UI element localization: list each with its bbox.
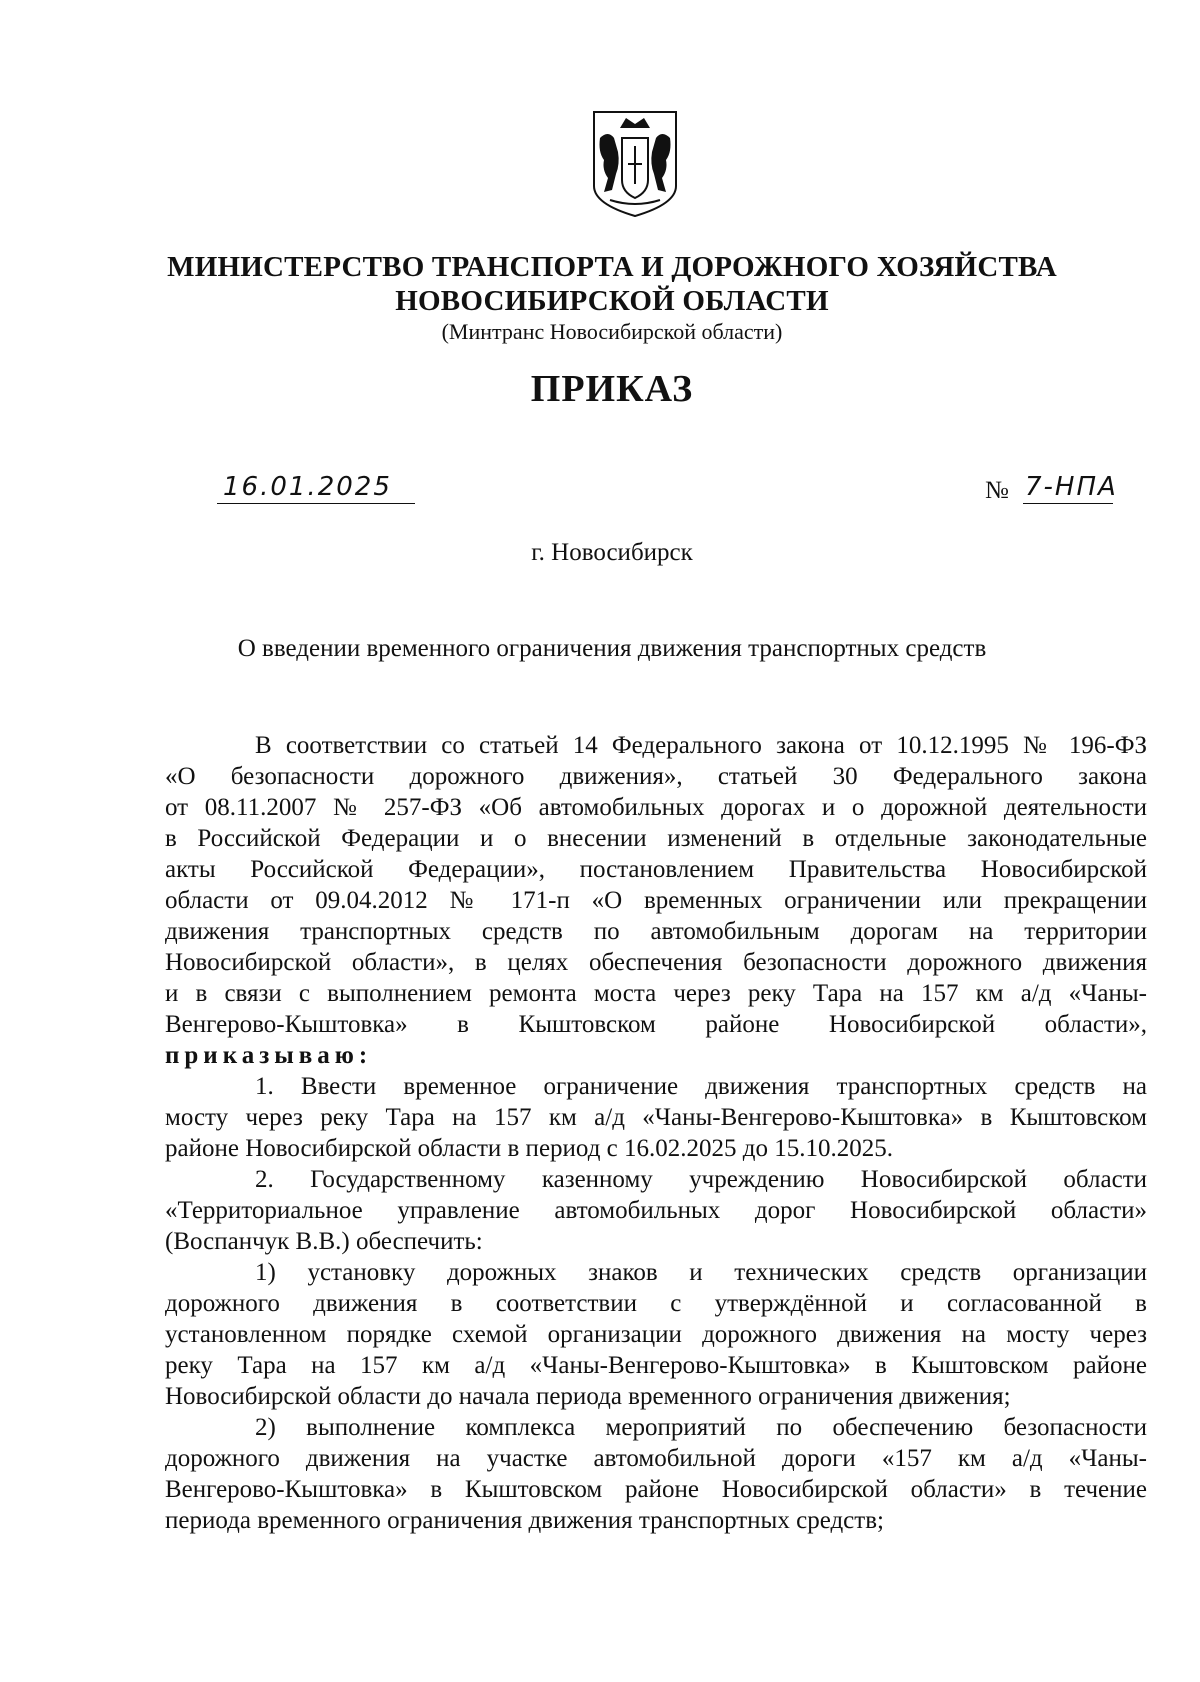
body-line: В соответствии со статьей 14 Федерального закона от 10.12.1995 № 196-ФЗ bbox=[255, 732, 1147, 759]
body-line: Новосибирской области», в целях обеспечения безопасности дорожного движения bbox=[165, 949, 1147, 976]
document-subject: О введении временного ограничения движения транспортных средств bbox=[237, 635, 987, 662]
date-underline bbox=[217, 503, 415, 504]
item1-line: районе Новосибирской области в период с 16.02.2025 до 15.10.2025. bbox=[165, 1135, 893, 1162]
ministry-short-name: (Минтранс Новосибирской области) bbox=[441, 319, 783, 344]
body-line: акты Российской Федерации», постановлением Правительства Новосибирской bbox=[165, 856, 1147, 883]
number-field bbox=[985, 470, 1125, 510]
date-handwritten: 16.01.2025 bbox=[223, 472, 392, 502]
item2-2-line: Венгерово-Кыштовка» в Кыштовском районе Новосибирской области» в течение bbox=[165, 1476, 1147, 1503]
number-sign: № bbox=[985, 477, 1009, 504]
body-line: Венгерово-Кыштовка» в Кыштовском районе Новосибирской области», bbox=[165, 1011, 1147, 1038]
body-line: от 08.11.2007 № 257-ФЗ «Об автомобильных дорогах и о дорожной деятельности bbox=[165, 794, 1147, 821]
city: г. Новосибирск bbox=[531, 539, 693, 566]
item2-line: «Территориальное управление автомобильных дорог Новосибирской области» bbox=[165, 1197, 1147, 1224]
item2-1-line: реку Тара на 157 км а/д «Чаны-Венгерово-Кыштовка» в Кыштовском районе bbox=[165, 1352, 1147, 1379]
ministry-title-line2: НОВОСИБИРСКОЙ ОБЛАСТИ bbox=[395, 285, 829, 317]
number-handwritten: 7-НПА bbox=[1025, 472, 1118, 502]
number-underline bbox=[1023, 503, 1113, 504]
document-type: ПРИКАЗ bbox=[530, 368, 694, 410]
item2-1-line: установленном порядке схемой организации дорожного движения на мосту через bbox=[165, 1321, 1147, 1348]
order-word: приказываю: bbox=[165, 1042, 373, 1069]
ministry-title-line1: МИНИСТЕРСТВО ТРАНСПОРТА И ДОРОЖНОГО ХОЗЯЙСТВА bbox=[167, 251, 1057, 283]
document-body bbox=[165, 730, 1147, 1536]
item1-line: 1. Ввести временное ограничение движения транспортных средств на bbox=[255, 1073, 1147, 1100]
body-line: в Российской Федерации и о внесении изменений в отдельные законодательные bbox=[165, 825, 1147, 852]
date-field bbox=[217, 470, 417, 510]
item2-line: (Воспанчук В.В.) обеспечить: bbox=[165, 1228, 483, 1255]
item2-2-line: дорожного движения на участке автомобильной дороги «157 км а/д «Чаны- bbox=[165, 1445, 1147, 1472]
item2-2-line: периода временного ограничения движения транспортных средств; bbox=[165, 1507, 884, 1534]
item2-1-line: 1) установку дорожных знаков и технических средств организации bbox=[255, 1259, 1147, 1286]
coat-of-arms-emblem bbox=[590, 108, 680, 220]
item2-1-line: Новосибирской области до начала периода временного ограничения движения; bbox=[165, 1383, 1011, 1410]
item2-1-line: дорожного движения в соответствии с утверждённой и согласованной в bbox=[165, 1290, 1147, 1317]
body-line: «О безопасности дорожного движения», статьей 30 Федерального закона bbox=[165, 763, 1147, 790]
item2-2-line: 2) выполнение комплекса мероприятий по обеспечению безопасности bbox=[255, 1414, 1147, 1441]
body-line: области от 09.04.2012 № 171-п «О временных ограничении или прекращении bbox=[165, 887, 1147, 914]
body-line: движения транспортных средств по автомобильным дорогам на территории bbox=[165, 918, 1147, 945]
item1-line: мосту через реку Тара на 157 км а/д «Чаны-Венгерово-Кыштовка» в Кыштовском bbox=[165, 1104, 1147, 1131]
item2-line: 2. Государственному казенному учреждению Новосибирской области bbox=[255, 1166, 1147, 1193]
body-line: и в связи с выполнением ремонта моста через реку Тара на 157 км а/д «Чаны- bbox=[165, 980, 1147, 1007]
